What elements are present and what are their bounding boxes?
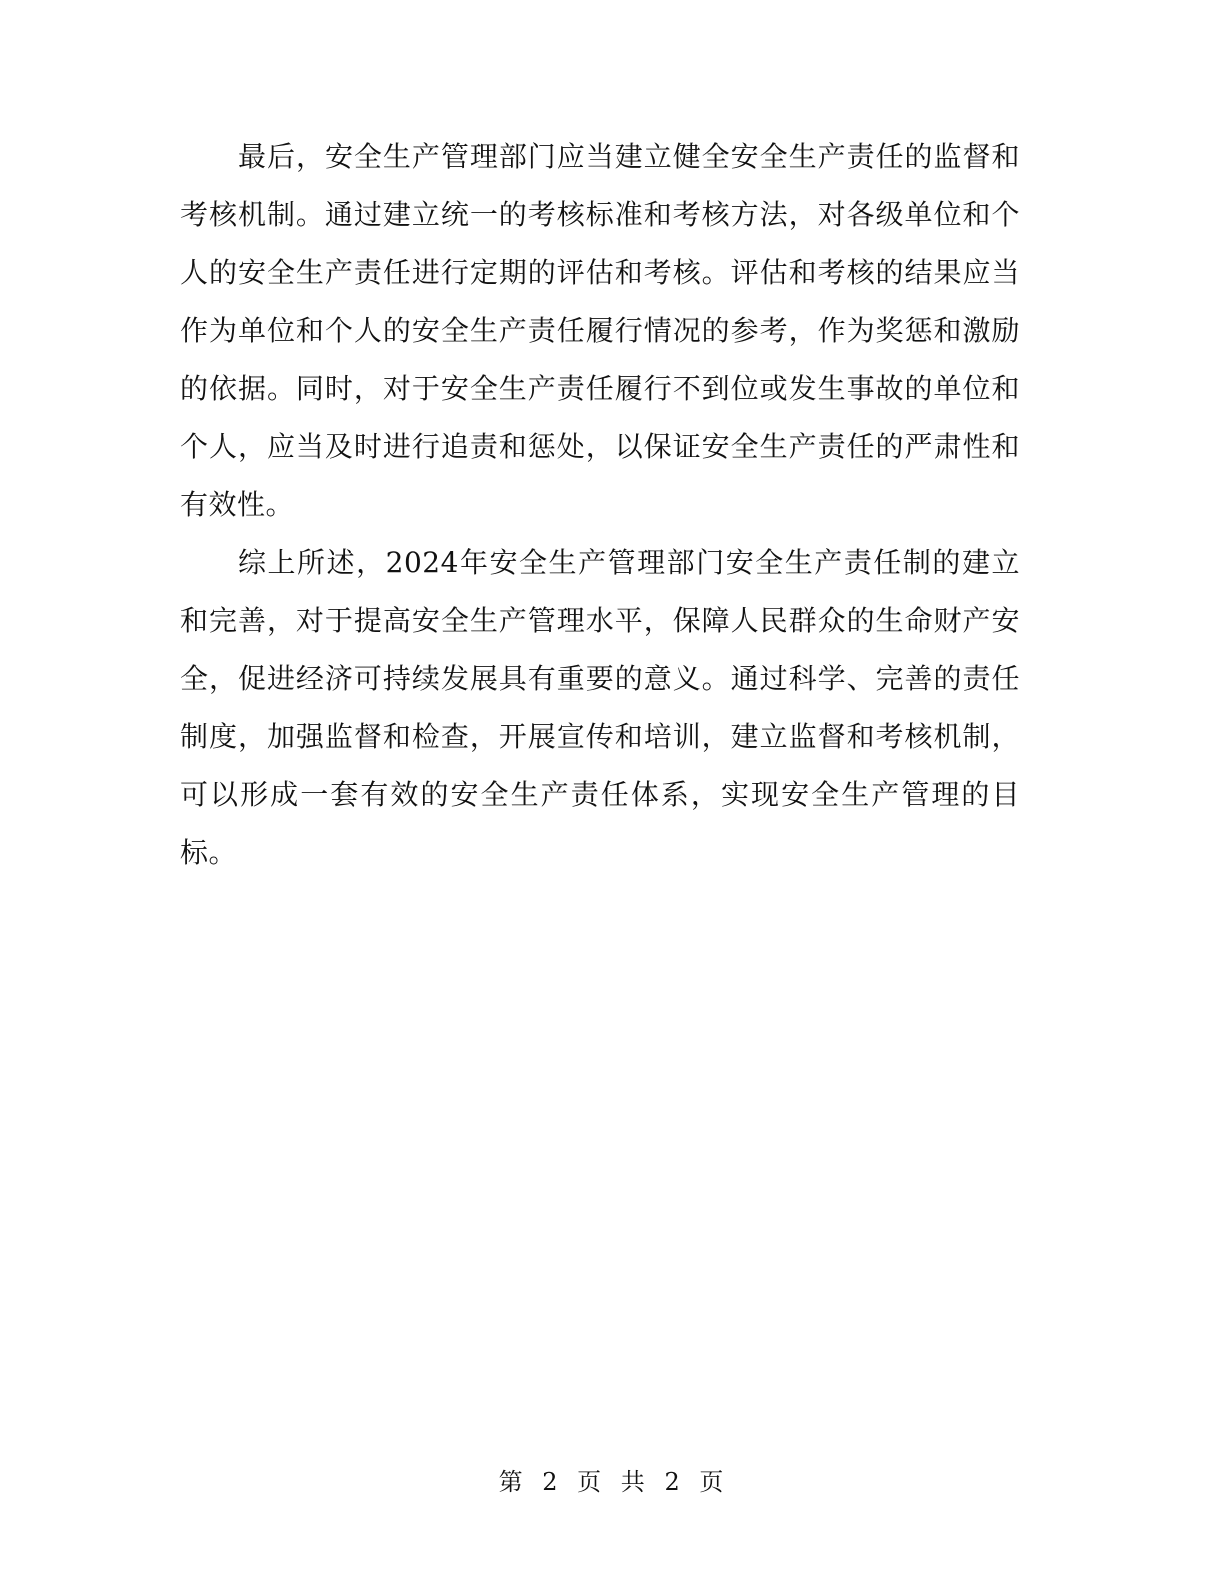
paragraph-conclusion: 综上所述，2024年安全生产管理部门安全生产责任制的建立和完善，对于提高安全生产管理水平，保障人民群众的生命财产安全，促进经济可持续发展具有重要的意义。通过科学、完善的责任制度，加强监督和检查，开展宣传和培训，建立监督和考核机制，可以形成一套有效的安全生产责任体系，实现安全生产管理的目标。 (180, 546, 1020, 869)
page-number-footer: 第 2 页 共 2 页 (498, 1468, 726, 1496)
paragraph-supervision: 最后，安全生产管理部门应当建立健全安全生产责任的监督和考核机制。通过建立统一的考核标准和考核方法，对各级单位和个人的安全生产责任进行定期的评估和考核。评估和考核的结果应当作为单位和个人的安全生产责任履行情况的参考，作为奖惩和激励的依据。同时，对于安全生产责任履行不到位或发生事故的单位和个人，应当及时进行追责和惩处，以保证安全生产责任的严肃性和有效性。 (180, 140, 1020, 521)
document-body (180, 128, 1020, 882)
